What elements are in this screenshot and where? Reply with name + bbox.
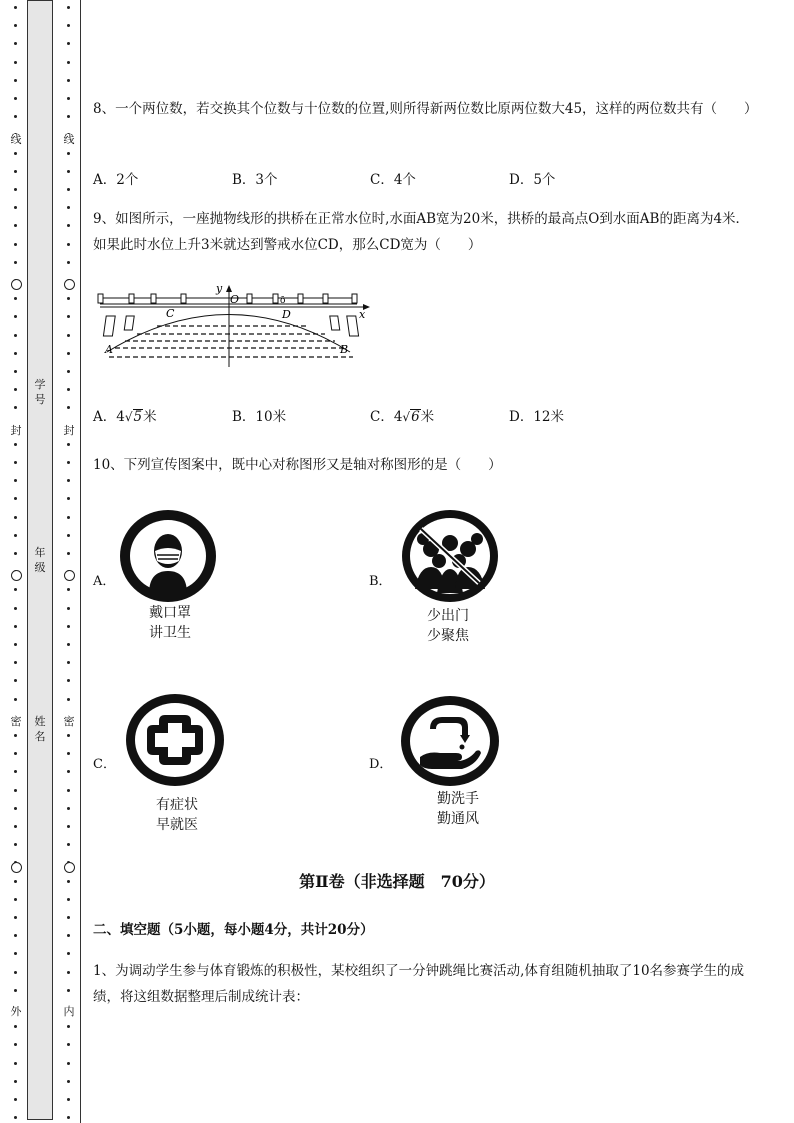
section-2-title: 第Ⅱ卷（非选择题 70分） — [299, 872, 495, 891]
gutter-dot — [14, 497, 17, 500]
grade-label: 年级 — [34, 546, 46, 574]
gutter-dot — [14, 807, 17, 810]
q10-option-d-letter: D． — [369, 757, 393, 772]
q8-option-c: C．4个 — [370, 172, 416, 188]
gutter-dot — [67, 243, 70, 246]
gutter-dot — [14, 588, 17, 591]
gutter-dot — [67, 461, 70, 464]
gutter-dot — [14, 1080, 17, 1083]
q8-option-a: A．2个 — [93, 172, 139, 188]
gutter-dot — [67, 170, 70, 173]
question-8-options — [93, 168, 555, 188]
q9-option-c: C．4√6米 — [370, 409, 435, 425]
gutter-dot — [14, 206, 17, 209]
gutter-dot — [14, 261, 17, 264]
gutter-dot — [67, 1116, 70, 1119]
label-o: O — [230, 293, 240, 306]
name-label: 姓名 — [34, 715, 46, 743]
gutter-dot — [14, 188, 17, 191]
label-small-o: ō — [280, 296, 286, 306]
gutter-dot — [67, 807, 70, 810]
gutter-dot — [14, 625, 17, 628]
gutter-dot — [14, 388, 17, 391]
mask-icon — [119, 509, 217, 603]
gutter-dot — [67, 42, 70, 45]
label-c: C — [166, 307, 175, 320]
gutter-dot — [67, 1025, 70, 1028]
gutter-dot — [14, 552, 17, 555]
question-9-text: 9、如图所示，一座抛物线形的拱桥在正常水位时,水面AB宽为20米，拱桥的最高点O到水面AB的距离为4米．如果此时水位上升3米就达到警戒水位CD，那么CD宽为（ ） — [93, 211, 750, 253]
gutter-dot — [14, 370, 17, 373]
gutter-dot — [67, 24, 70, 27]
outer-dot-column — [10, 0, 22, 1123]
gutter-dot — [67, 934, 70, 937]
handwash-icon — [400, 695, 500, 787]
label-d: D — [282, 308, 291, 321]
q8-option-b: B．3个 — [232, 172, 278, 188]
gutter-dot — [67, 79, 70, 82]
gutter-dot — [14, 516, 17, 519]
inner-dot-column — [63, 0, 75, 1123]
gutter-dot — [67, 643, 70, 646]
q10-option-a-caption: 戴口罩 讲卫生 — [149, 605, 191, 641]
label-x: x — [359, 308, 366, 321]
gutter-dot — [67, 1062, 70, 1065]
gutter-dot — [14, 661, 17, 664]
gutter-dot — [14, 698, 17, 701]
gutter-dot — [67, 6, 70, 9]
outer-circle — [11, 279, 22, 290]
gutter-dot — [67, 843, 70, 846]
inner-circle — [64, 570, 75, 581]
gutter-dot — [67, 97, 70, 100]
gutter-dot — [67, 971, 70, 974]
section-2-subtitle: 二、填空题（5小题，每小题4分，共计20分） — [93, 922, 374, 938]
gutter-dot — [67, 1098, 70, 1101]
gutter-dot — [67, 224, 70, 227]
gutter-dot — [67, 825, 70, 828]
gutter-dot — [67, 1043, 70, 1046]
q8-option-d: D．5个 — [509, 172, 556, 188]
gutter-dot — [14, 79, 17, 82]
gutter-dot — [14, 297, 17, 300]
gutter-dot — [14, 61, 17, 64]
gutter-dot — [14, 752, 17, 755]
gutter-dot — [14, 479, 17, 482]
fill-question-1-text: 1、为调动学生参与体育锻炼的积极性，某校组织了一分钟跳绳比赛活动,体育组随机抽取了10名参赛学生的成绩，将这组数据整理后制成统计表： — [93, 963, 745, 1005]
gutter-dot — [67, 497, 70, 500]
gutter-dot — [67, 534, 70, 537]
gutter-dot — [14, 406, 17, 409]
gutter-dot — [14, 934, 17, 937]
gutter-dot — [14, 952, 17, 955]
inner-mark-mi: 密 — [63, 715, 75, 728]
gutter-dot — [14, 989, 17, 992]
q9-option-b: B．10米 — [232, 409, 287, 425]
outer-mark-feng: 封 — [10, 424, 22, 437]
gutter-dot — [67, 297, 70, 300]
outer-circle — [11, 570, 22, 581]
label-b: B — [340, 343, 349, 356]
q9-option-a: A．4√5米 — [93, 409, 157, 425]
gutter-dot — [67, 588, 70, 591]
q10-option-c-caption: 有症状 早就医 — [156, 797, 198, 833]
gutter-dot — [14, 1116, 17, 1119]
gutter-dot — [14, 607, 17, 610]
gutter-dot — [67, 352, 70, 355]
gutter-dot — [14, 6, 17, 9]
question-8-text: 8、一个两位数，若交换其个位数与十位数的位置,则所得新两位数比原两位数大45，这样的两位数共有（ ） — [93, 101, 758, 117]
gutter-dot — [67, 989, 70, 992]
q10-option-b-letter: B． — [369, 574, 392, 589]
inner-mark-xian: 线 — [63, 133, 75, 146]
gutter-dot — [67, 625, 70, 628]
gutter-dot — [67, 388, 70, 391]
gutter-dot — [67, 789, 70, 792]
cross-icon — [125, 693, 225, 787]
gutter-dot — [67, 679, 70, 682]
gutter-dot — [67, 443, 70, 446]
q10-option-d-caption: 勤洗手 勤通风 — [437, 791, 479, 827]
gutter-dot — [67, 206, 70, 209]
gutter-dot — [14, 152, 17, 155]
gutter-dot — [67, 916, 70, 919]
gutter-dot — [67, 898, 70, 901]
q9-option-d: D．12米 — [509, 409, 565, 425]
outer-mark-wai: 外 — [10, 1005, 22, 1018]
gutter-dot — [67, 261, 70, 264]
gutter-dot — [67, 770, 70, 773]
label-y: y — [216, 282, 223, 295]
q10-option-b-caption: 少出门 少聚焦 — [427, 608, 469, 644]
inner-circle — [64, 279, 75, 290]
bridge-figure — [95, 282, 375, 367]
gutter-dot — [14, 97, 17, 100]
gutter-dot — [14, 443, 17, 446]
gutter-dot — [14, 1025, 17, 1028]
gutter-dot — [67, 952, 70, 955]
outer-mark-xian: 线 — [10, 133, 22, 146]
question-9-options — [93, 405, 564, 425]
gutter-dot — [67, 698, 70, 701]
q10-option-c-letter: C． — [93, 757, 116, 772]
gutter-dot — [67, 516, 70, 519]
gutter-dot — [14, 243, 17, 246]
gutter-dot — [14, 734, 17, 737]
gutter-dot — [67, 607, 70, 610]
gutter-dot — [14, 843, 17, 846]
gutter-dot — [14, 916, 17, 919]
gutter-dot — [14, 825, 17, 828]
gutter-dot — [67, 188, 70, 191]
gutter-dot — [14, 315, 17, 318]
gutter-dot — [14, 42, 17, 45]
gutter-dot — [14, 679, 17, 682]
water-hatch — [109, 326, 353, 357]
gutter-dot — [67, 406, 70, 409]
gutter-dot — [14, 789, 17, 792]
gutter-dot — [14, 170, 17, 173]
inner-mark-nei: 内 — [63, 1005, 75, 1018]
gutter-dot — [14, 115, 17, 118]
gutter-dot — [67, 661, 70, 664]
gutter-dot — [67, 734, 70, 737]
gutter-dot — [67, 152, 70, 155]
gutter-dot — [14, 1062, 17, 1065]
outer-mark-mi: 密 — [10, 715, 22, 728]
gutter-dot — [67, 479, 70, 482]
inner-mark-feng: 封 — [63, 424, 75, 437]
gutter-dot — [14, 1098, 17, 1101]
gutter-dot — [67, 334, 70, 337]
question-10-text: 10、下列宣传图案中，既中心对称图形又是轴对称图形的是（ ） — [93, 457, 502, 473]
gutter-border-line — [80, 0, 81, 1123]
gutter-dot — [14, 898, 17, 901]
gutter-dot — [67, 552, 70, 555]
gutter-dot — [67, 752, 70, 755]
gutter-dot — [14, 334, 17, 337]
gutter-dot — [67, 315, 70, 318]
label-a: A — [105, 343, 113, 356]
gutter-dot — [67, 370, 70, 373]
gutter-dot — [14, 24, 17, 27]
gutter-dot — [14, 643, 17, 646]
gutter-dot — [67, 61, 70, 64]
gutter-dot — [14, 224, 17, 227]
gutter-dot — [14, 971, 17, 974]
gutter-dot — [14, 770, 17, 773]
student-id-label: 学号 — [34, 378, 46, 406]
q10-option-a-letter: A． — [93, 574, 116, 589]
crowd-icon — [401, 509, 499, 603]
gutter-dot — [14, 461, 17, 464]
gutter-dot — [14, 1043, 17, 1046]
gutter-dot — [67, 115, 70, 118]
gutter-dot — [67, 1080, 70, 1083]
gutter-dot — [14, 534, 17, 537]
gutter-dot — [14, 352, 17, 355]
